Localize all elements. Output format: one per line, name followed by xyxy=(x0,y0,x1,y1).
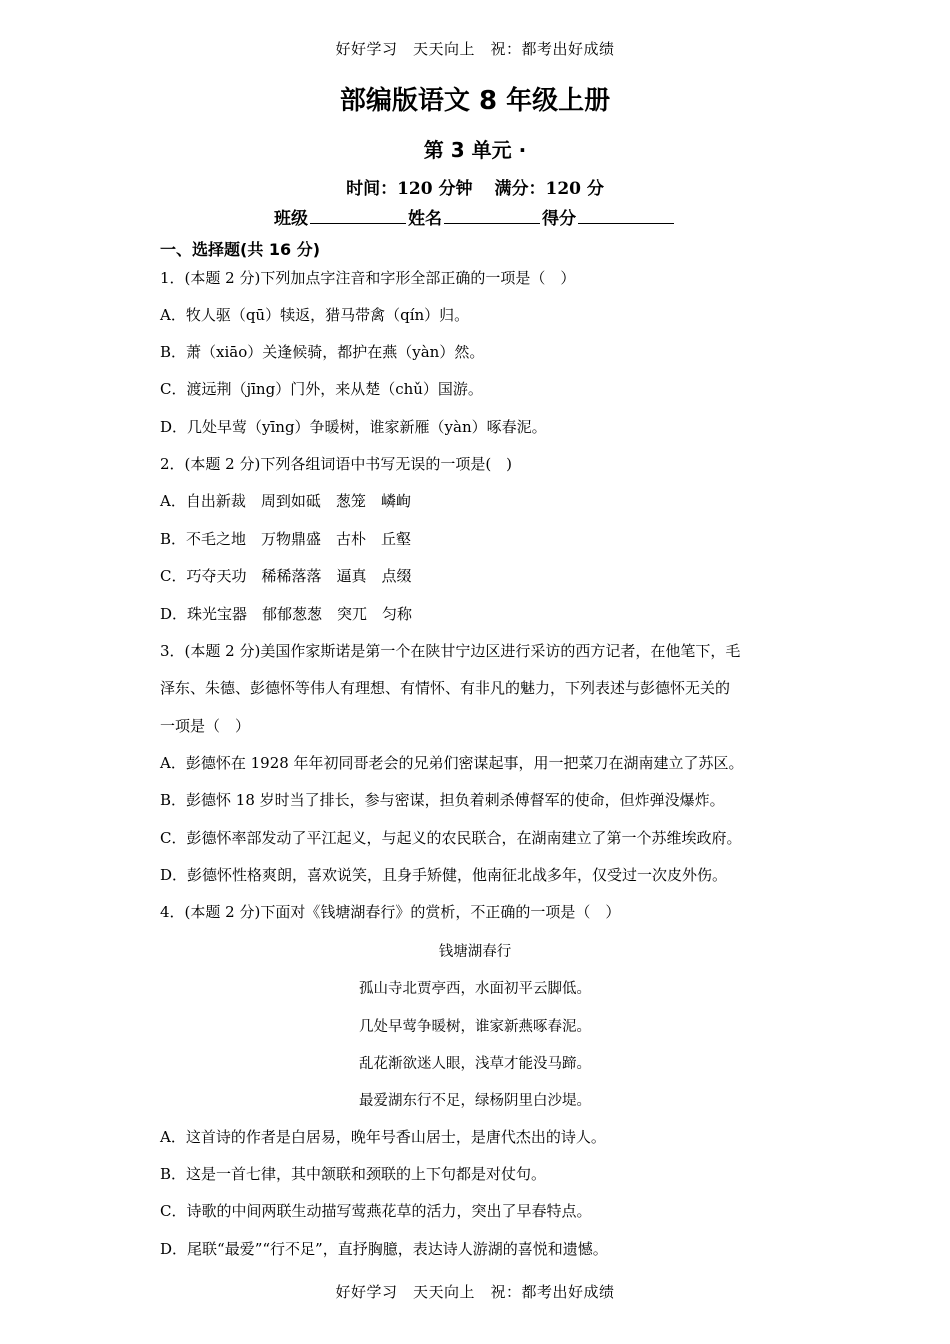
score-label: 得分 xyxy=(542,209,576,229)
question-1-option-a: A．牧人驱（qū）犊返，猎马带禽（qín）归。 xyxy=(160,306,470,324)
name-label: 姓名 xyxy=(408,209,442,229)
poem-verse-3: 乱花渐欲迷人眼，浅草才能没马蹄。 xyxy=(359,1056,591,1072)
name-blank[interactable] xyxy=(444,207,540,224)
question-4-option-d: D．尾联“最爱”“行不足”，直抒胸臆，表达诗人游湖的喜悦和遗憾。 xyxy=(160,1240,608,1258)
question-1-stem: 1．(本题 2 分)下列加点字注音和字形全部正确的一项是（ ） xyxy=(160,269,576,287)
exam-meta xyxy=(0,174,950,199)
question-1-option-b: B．萧（xiāo）关逢候骑，都护在燕（yàn）然。 xyxy=(160,343,485,361)
question-2-option-c: C．巧夺天功 稀稀落落 逼真 点缀 xyxy=(160,567,412,585)
unit-subtitle: 第 3 单元 · xyxy=(423,138,527,162)
question-3-stem-line-1: 3．(本题 2 分)美国作家斯诺是第一个在陕甘宁边区进行采访的西方记者，在他笔下，毛 xyxy=(160,642,741,660)
question-3-option-d: D．彭德怀性格爽朗，喜欢说笑，且身手矫健，他南征北战多年，仅受过一次皮外伤。 xyxy=(160,866,728,884)
poem-verse-2: 几处早莺争暖树，谁家新燕啄春泥。 xyxy=(359,1019,591,1035)
question-3-stem-line-2: 泽东、朱德、彭德怀等伟人有理想、有情怀、有非凡的魅力，下列表述与彭德怀无关的 xyxy=(160,679,731,697)
poem-verse-4: 最爱湖东行不足，绿杨阴里白沙堤。 xyxy=(359,1093,591,1109)
exam-full-score: 满分：120 分 xyxy=(494,179,604,199)
question-3-option-c: C．彭德怀率部发动了平江起义，与起义的农民联合，在湖南建立了第一个苏维埃政府。 xyxy=(160,829,742,847)
document-title: 部编版语文 8 年级上册 xyxy=(339,86,611,116)
poem-verse-1: 孤山寺北贾亭西，水面初平云脚低。 xyxy=(359,981,591,997)
poem-title: 钱塘湖春行 xyxy=(438,944,512,960)
question-3-option-a: A．彭德怀在 1928 年年初同哥老会的兄弟们密谋起事，用一把菜刀在湖南建立了苏区。 xyxy=(160,754,744,772)
class-blank[interactable] xyxy=(310,207,406,224)
question-2-option-d: D．珠光宝器 郁郁葱葱 突兀 匀称 xyxy=(160,605,413,623)
class-label: 班级 xyxy=(274,209,308,229)
question-1-option-c: C．渡远荆（jīng）门外，来从楚（chǔ）国游。 xyxy=(160,380,483,398)
question-4-option-b: B．这是一首七律，其中颔联和颈联的上下句都是对仗句。 xyxy=(160,1165,547,1183)
score-blank[interactable] xyxy=(578,207,674,224)
question-2-option-a: A．自出新裁 周到如砥 葱笼 嶙峋 xyxy=(160,492,411,510)
question-4-option-c: C．诗歌的中间两联生动描写莺燕花草的活力，突出了早春特点。 xyxy=(160,1202,592,1220)
question-2-option-b: B．不毛之地 万物鼎盛 古朴 丘壑 xyxy=(160,530,412,548)
section-title: 一、选择题(共 16 分) xyxy=(160,240,321,259)
question-4-option-a: A．这首诗的作者是白居易，晚年号香山居士，是唐代杰出的诗人。 xyxy=(160,1128,606,1146)
exam-time: 时间：120 分钟 xyxy=(346,179,473,199)
student-info-fields xyxy=(0,204,950,229)
question-1-option-d: D．几处早莺（yīng）争暖树，谁家新雁（yàn）啄春泥。 xyxy=(160,418,547,436)
question-3-stem-line-3: 一项是（ ） xyxy=(160,717,251,735)
question-4-stem: 4．(本题 2 分)下面对《钱塘湖春行》的赏析，不正确的一项是（ ） xyxy=(160,903,621,921)
question-2-stem: 2．(本题 2 分)下列各组词语中书写无误的一项是( ) xyxy=(160,455,513,473)
page-footer: 好好学习 天天向上 祝：都考出好成绩 xyxy=(335,1283,615,1301)
question-3-option-b: B．彭德怀 18 岁时当了排长，参与密谋，担负着刺杀傅督军的使命，但炸弹没爆炸。 xyxy=(160,791,725,809)
page-header: 好好学习 天天向上 祝：都考出好成绩 xyxy=(335,40,615,58)
